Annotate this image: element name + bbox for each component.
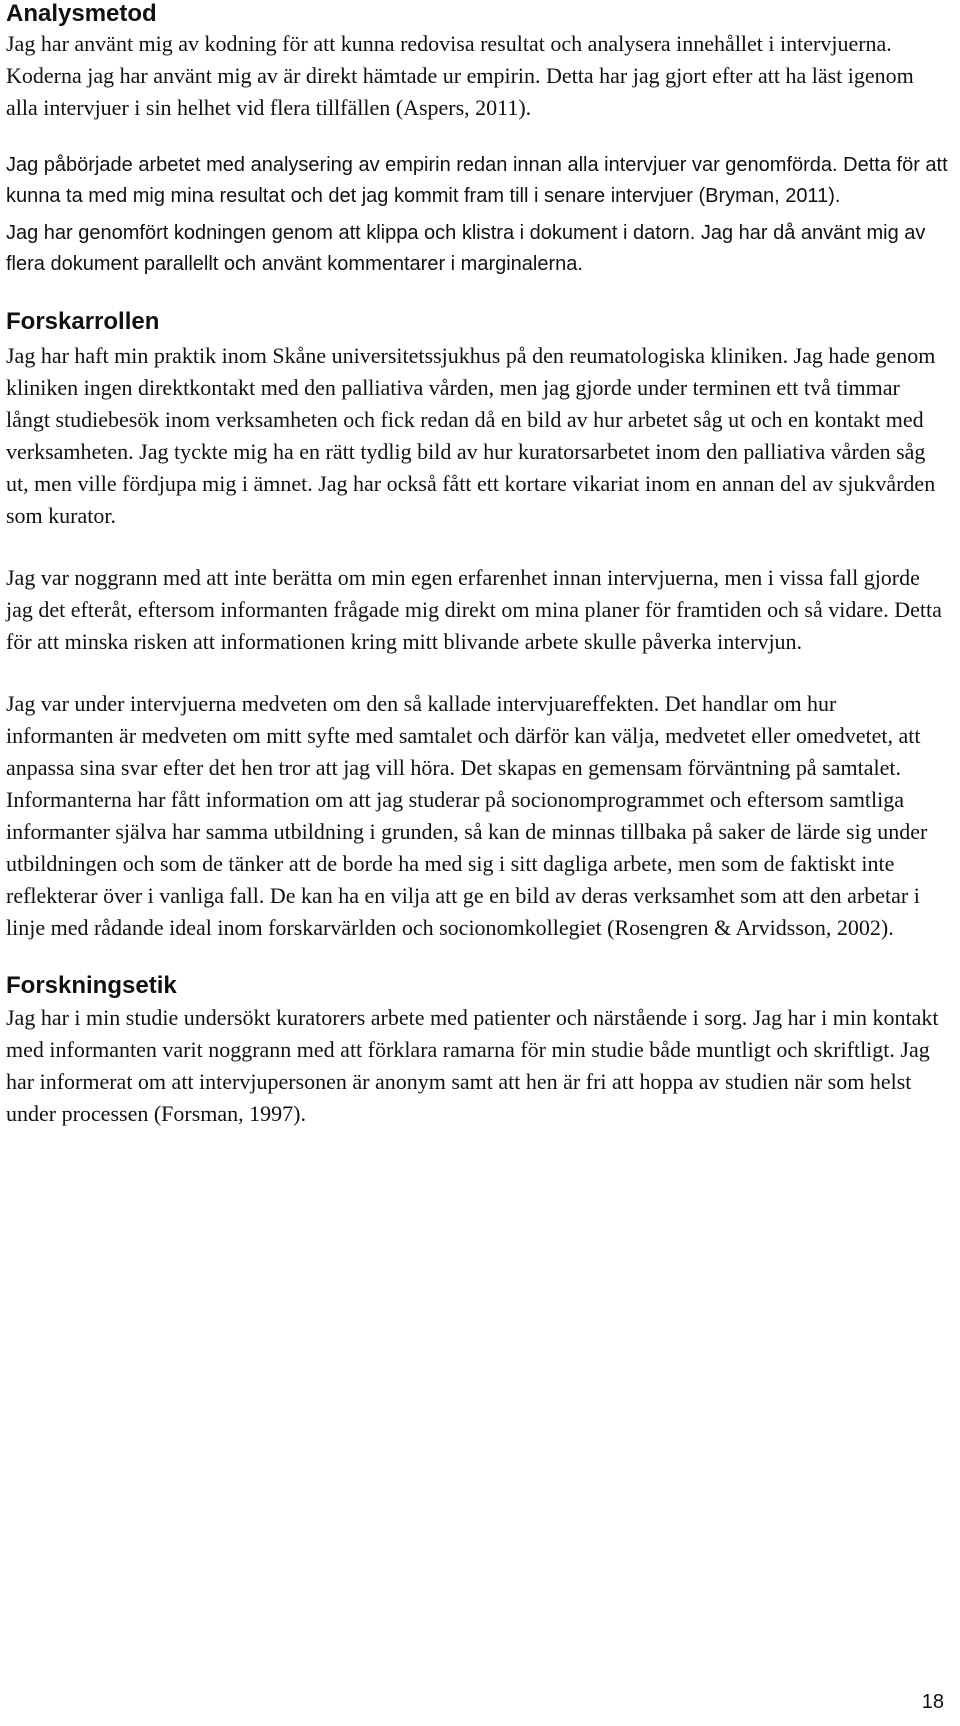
- paragraph-forskarrollen-1: Jag har haft min praktik inom Skåne universitetssjukhus på den reumatologiska kliniken. Jag hade genom kliniken ingen direktkontakt med den palliativa vården, men jag gjorde under terminen ett två timmar långt studiebesök inom verksamheten och fick redan då en bild av hur arbetet såg ut och en kontakt med verksamheten. Jag tyckte mig ha en rätt tydlig bild av hur kuratorsarbetet inom den palliativa vården såg ut, men ville fördjupa mig i ämnet. Jag har också fått ett kortare vikariat inom en annan del av sjukvården som kurator.: [6, 343, 936, 528]
- paragraph-analysmetod-1: Jag har använt mig av kodning för att kunna redovisa resultat och analysera innehållet i intervjuerna. Koderna jag har använt mig av är direkt hämtade ur empirin. Detta har jag gjort efter att ha läst igenom alla intervjuer i sin helhet vid flera tillfällen (Aspers, 2011).: [6, 31, 914, 120]
- heading-analysmetod: Analysmetod: [6, 0, 157, 27]
- paragraph-analysmetod-3: Jag har genomfört kodningen genom att klippa och klistra i dokument i datorn. Jag har då använt mig av flera dokument parallellt och använt kommentarer i marginalerna.: [6, 222, 926, 275]
- heading-forskningsetik: Forskningsetik: [6, 972, 177, 999]
- heading-forskarrollen: Forskarrollen: [6, 308, 160, 335]
- paragraph-forskarrollen-3: Jag var under intervjuerna medveten om den så kallade intervjuareffekten. Det handlar om hur informanten är medveten om mitt syfte med samtalet och därför kan välja, medvetet eller omedvetet, att anpassa sina svar efter det hen tror att jag vill höra. Det skapas en gemensam förväntning på samtalet. Informanterna har fått information om att jag studerar på socionomprogrammet och eftersom samtliga informanter själva har samma utbildning i grunden, så kan de minnas tillbaka på saker de lärde sig under utbildningen och som de tänker att de borde ha med sig i sitt dagliga arbete, men som de faktiskt inte reflekterar över i vanliga fall. De kan ha en vilja att ge en bild av deras verksamhet som att den arbetar i linje med rådande ideal inom forskarvärlden och socionomkollegiet (Rosengren & Arvidsson, 2002).: [6, 691, 928, 940]
- paragraph-forskarrollen-2: Jag var noggrann med att inte berätta om min egen erfarenhet innan intervjuerna, men i vissa fall gjorde jag det efteråt, eftersom informanten frågade mig direkt om mina planer för framtiden och så vidare. Detta för att minska risken att informationen kring mitt blivande arbete skulle påverka intervjun.: [6, 565, 942, 654]
- page-number: 18: [921, 1691, 944, 1713]
- paragraph-forskningsetik-1: Jag har i min studie undersökt kuratorers arbete med patienter och närstående i sorg. Jag har i min kontakt med informanten varit noggrann med att förklara ramarna för min studie både muntligt och skriftligt. Jag har informerat om att intervjupersonen är anonym samt att hen är fri att hoppa av studien när som helst under processen (Forsman, 1997).: [6, 1005, 939, 1126]
- paragraph-analysmetod-2: Jag påbörjade arbetet med analysering av empirin redan innan alla intervjuer var genomförda. Detta för att kunna ta med mig mina resultat och det jag kommit fram till i senare intervjuer (Bryman, 2011).: [6, 154, 948, 207]
